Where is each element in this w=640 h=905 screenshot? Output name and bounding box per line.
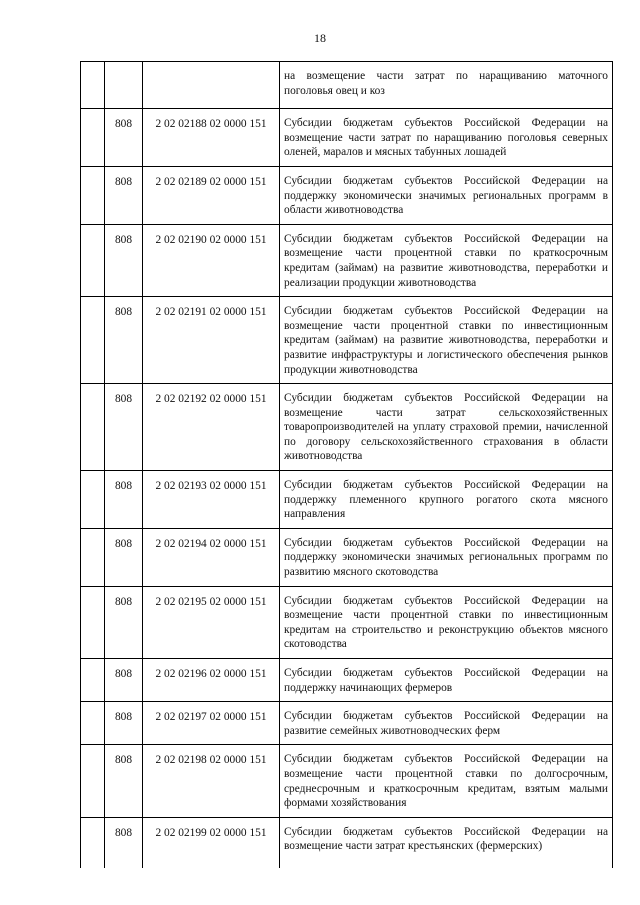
admin-code-cell bbox=[105, 224, 143, 296]
admin-code: 808 bbox=[114, 595, 133, 608]
admin-code: 808 bbox=[114, 826, 133, 839]
budget-code: 2 02 02188 02 0000 151 bbox=[155, 118, 267, 131]
description-cell bbox=[280, 384, 613, 471]
description-text: Субсидии бюджетам субъектов Российской Федерации на возмещение части процентной ставки по краткосрочным кредитам (займам) на развитие животноводства, переработки и реализации продукции животноводства bbox=[284, 232, 608, 289]
budget-code-cell bbox=[143, 702, 280, 745]
blank-cell bbox=[81, 384, 105, 471]
admin-code: 808 bbox=[114, 393, 133, 406]
description-text: Субсидии бюджетам субъектов Российской Федерации на возмещение части процентной ставки по долгосрочным, среднесрочным и краткосрочным кредитам, взятым малыми формами хозяйствования bbox=[284, 753, 608, 810]
blank-cell bbox=[81, 745, 105, 817]
admin-code: 808 bbox=[114, 711, 133, 724]
table-row bbox=[81, 166, 613, 224]
admin-code-cell bbox=[105, 659, 143, 702]
budget-code: 2 02 02192 02 0000 151 bbox=[155, 393, 267, 406]
admin-code-cell bbox=[105, 384, 143, 471]
description-cell bbox=[280, 702, 613, 745]
description-cell bbox=[280, 109, 613, 167]
admin-code-cell bbox=[105, 528, 143, 586]
blank-cell bbox=[81, 297, 105, 384]
description-cell bbox=[280, 166, 613, 224]
admin-code: 808 bbox=[114, 233, 133, 246]
blank-cell bbox=[81, 224, 105, 296]
description-text: на возмещение части затрат по наращиванию маточного поголовья овец и коз bbox=[284, 70, 608, 97]
table-row-continued bbox=[81, 62, 613, 109]
budget-code-cell bbox=[143, 166, 280, 224]
description-cell bbox=[280, 586, 613, 658]
blank-cell bbox=[81, 528, 105, 586]
admin-code-cell bbox=[105, 586, 143, 658]
budget-code: 2 02 02195 02 0000 151 bbox=[155, 595, 267, 608]
description-cell bbox=[280, 659, 613, 702]
budget-code-cell bbox=[143, 659, 280, 702]
table-row bbox=[81, 659, 613, 702]
budget-codes-table bbox=[80, 61, 613, 868]
budget-code: 2 02 02199 02 0000 151 bbox=[155, 826, 267, 839]
admin-code-cell bbox=[105, 471, 143, 529]
admin-code-cell bbox=[105, 166, 143, 224]
blank-cell bbox=[81, 586, 105, 658]
description-text: Субсидии бюджетам субъектов Российской Федерации на поддержку экономически значимых региональных программ по развитию мясного скотоводства bbox=[284, 536, 608, 579]
budget-code: 2 02 02190 02 0000 151 bbox=[155, 233, 267, 246]
description-text: Субсидии бюджетам субъектов Российской Федерации на возмещение части затрат сельскохозяйственных товаропроизводителей на уплату страховой премии, начисленной по договору сельскохозяйственного страхования в области животноводства bbox=[284, 392, 608, 463]
admin-code-cell bbox=[105, 297, 143, 384]
table-row bbox=[81, 745, 613, 817]
budget-code-cell bbox=[143, 224, 280, 296]
admin-code: 808 bbox=[114, 668, 133, 680]
admin-code: 808 bbox=[114, 480, 133, 493]
blank-cell bbox=[81, 471, 105, 529]
table-row bbox=[81, 109, 613, 167]
budget-code: 2 02 02191 02 0000 151 bbox=[155, 306, 267, 319]
table-row bbox=[81, 384, 613, 471]
description-text: Субсидии бюджетам субъектов Российской Федерации на поддержку экономически значимых региональных программ в области животноводства bbox=[284, 174, 608, 217]
blank-cell bbox=[81, 166, 105, 224]
admin-code-cell bbox=[105, 109, 143, 167]
admin-code-cell bbox=[105, 702, 143, 745]
description-cell bbox=[280, 528, 613, 586]
table-row bbox=[81, 528, 613, 586]
description-text: Субсидии бюджетам субъектов Российской Федерации на поддержку племенного крупного рогатого скота мясного направления bbox=[284, 479, 608, 521]
admin-code: 808 bbox=[114, 306, 133, 319]
blank-cell bbox=[81, 62, 105, 109]
description-cell bbox=[280, 471, 613, 529]
description-text: Субсидии бюджетам субъектов Российской Федерации на возмещение части процентной ставки по инвестиционным кредитам (займам) на развитие животноводства, переработки и развитие инфраструктуры и логистического обеспечения рынков продукции животноводства bbox=[284, 305, 608, 376]
budget-code: 2 02 02198 02 0000 151 bbox=[155, 754, 267, 767]
description-text: Субсидии бюджетам субъектов Российской Федерации на возмещение части процентной ставки по инвестиционным кредитам на строительство и реконструкцию объектов мясного скотоводства bbox=[284, 594, 608, 651]
budget-code-cell bbox=[143, 471, 280, 529]
description-cell bbox=[280, 297, 613, 384]
admin-code: 808 bbox=[114, 537, 133, 550]
blank-cell bbox=[81, 817, 105, 868]
admin-code-cell bbox=[105, 62, 143, 109]
budget-code: 2 02 02196 02 0000 151 bbox=[155, 668, 267, 680]
budget-code: 2 02 02189 02 0000 151 bbox=[155, 175, 267, 188]
table-row bbox=[81, 817, 613, 868]
description-cell bbox=[280, 224, 613, 296]
page-number: 18 bbox=[314, 31, 326, 45]
description-text: Субсидии бюджетам субъектов Российской Федерации на поддержку начинающих фермеров bbox=[284, 667, 608, 694]
description-text: Субсидии бюджетам субъектов Российской Федерации на возмещение части затрат по наращиванию поголовья северных оленей, маралов и мясных табунных лошадей bbox=[284, 117, 608, 159]
description-cell bbox=[280, 745, 613, 817]
description-text: Субсидии бюджетам субъектов Российской Федерации на возмещение части затрат крестьянских (фермерских) bbox=[284, 825, 608, 853]
budget-code-cell bbox=[143, 109, 280, 167]
budget-code-cell bbox=[143, 384, 280, 471]
admin-code: 808 bbox=[114, 118, 133, 131]
budget-code-cell bbox=[143, 745, 280, 817]
blank-cell bbox=[81, 659, 105, 702]
budget-code-cell bbox=[143, 528, 280, 586]
budget-code: 2 02 02197 02 0000 151 bbox=[155, 711, 267, 724]
budget-code-cell bbox=[143, 817, 280, 868]
table-row bbox=[81, 586, 613, 658]
description-cell bbox=[280, 62, 613, 109]
blank-cell bbox=[81, 109, 105, 167]
admin-code: 808 bbox=[114, 175, 133, 188]
description-cell bbox=[280, 817, 613, 868]
admin-code: 808 bbox=[114, 754, 133, 767]
table-row bbox=[81, 702, 613, 745]
description-text: Субсидии бюджетам субъектов Российской Федерации на развитие семейных животноводческих ферм bbox=[284, 710, 608, 737]
admin-code-cell bbox=[105, 817, 143, 868]
blank-cell bbox=[81, 702, 105, 745]
table-row bbox=[81, 297, 613, 384]
budget-code-cell bbox=[143, 586, 280, 658]
table-row bbox=[81, 224, 613, 296]
admin-code-cell bbox=[105, 745, 143, 817]
budget-code: 2 02 02194 02 0000 151 bbox=[155, 537, 267, 550]
table-row bbox=[81, 471, 613, 529]
budget-code-cell bbox=[143, 62, 280, 109]
budget-code: 2 02 02193 02 0000 151 bbox=[155, 480, 267, 493]
budget-code-cell bbox=[143, 297, 280, 384]
